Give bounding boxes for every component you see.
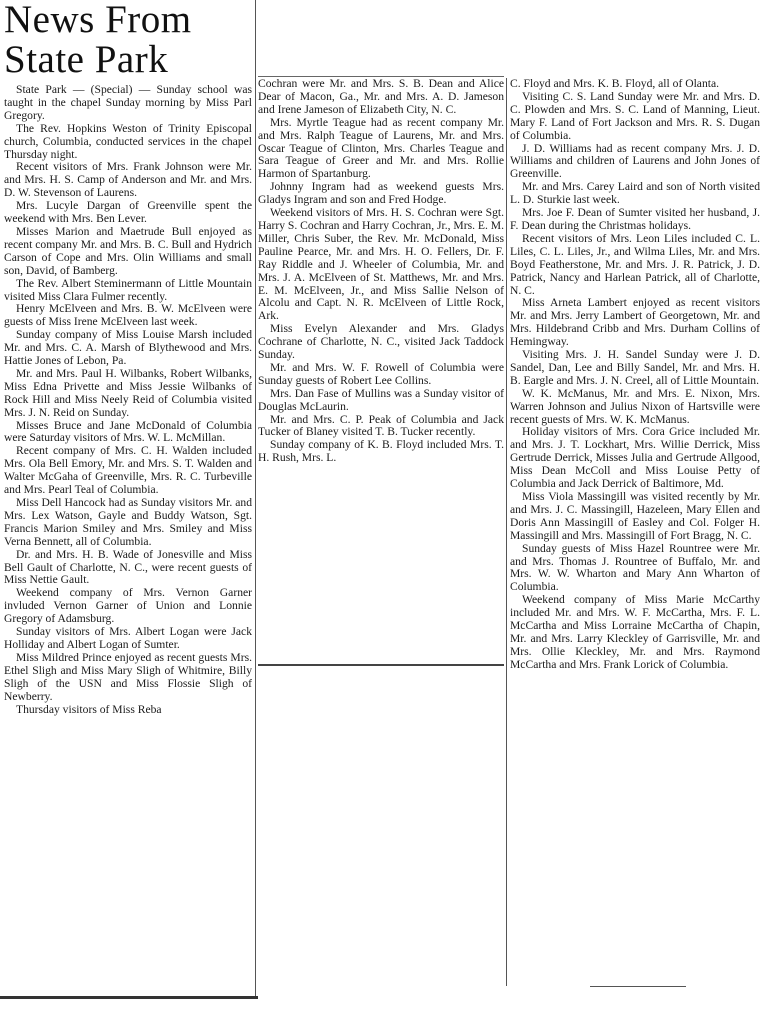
headline: News From State Park	[4, 0, 192, 81]
paragraph: Sunday company of Miss Louise Marsh included Mr. and Mrs. C. A. Marsh of Blythewood and Mrs. Hattie Jones of Lebon, Pa.	[4, 328, 252, 368]
paragraph: Misses Bruce and Jane McDonald of Columbia were Saturday visitors of Mrs. W. L. McMillan.	[4, 418, 252, 445]
paragraph: Johnny Ingram had as weekend guests Mrs. Gladys Ingram and son and Fred Hodge.	[258, 180, 504, 207]
column-rule-right	[506, 78, 507, 986]
paragraph: Misses Marion and Maetrude Bull enjoyed as recent company Mr. and Mrs. B. C. Bull and Hydrich Carson of Cope and Mrs. Olin Williams and small son, David, of Bamberg.	[4, 224, 252, 277]
paragraph: Recent visitors of Mrs. Leon Liles included C. L. Liles, C. L. Liles, Jr., and Wilma Liles, Mr. and Mrs. Boyd Featherstone, Mr. and Mrs. J. R. Patrick, J. D. Patrick, Nancy and Harlean Patrick, all of Charlotte, N. C.	[510, 231, 760, 297]
paragraph: J. D. Williams had as recent company Mrs. J. D. Williams and children of Laurens and John Jones of Greenville.	[510, 141, 760, 181]
paragraph: Cochran were Mr. and Mrs. S. B. Dean and Alice Dear of Macon, Ga., Mr. and Mrs. A. D. Jameson and Irene Jameson of Elizabeth City, N. C.	[258, 78, 504, 116]
paragraph: Recent visitors of Mrs. Frank Johnson were Mr. and Mrs. H. S. Camp of Anderson and Mr. and Mrs. D. W. Stevenson of Laurens.	[4, 160, 252, 200]
paragraph: Mrs. Dan Fase of Mullins was a Sunday visitor of Douglas McLaurin.	[258, 386, 504, 413]
column-top-rule	[258, 76, 504, 77]
paragraph: Mr. and Mrs. Paul H. Wilbanks, Robert Wilbanks, Miss Edna Privette and Miss Jessie Wilbanks of Rock Hill and Miss Neely Reid of Columbia visited Mrs. J. N. Reid on Sunday.	[4, 366, 252, 419]
paragraph: Miss Dell Hancock had as Sunday visitors Mr. and Mrs. Lex Watson, Gayle and Buddy Watson, Sgt. Francis Marion Smiley and Mrs. Smiley and Miss Verna Bennett, all of Columbia.	[4, 496, 252, 548]
paragraph: Mrs. Lucyle Dargan of Greenville spent the weekend with Mrs. Ben Lever.	[4, 199, 252, 226]
paragraph: Sunday company of K. B. Floyd included Mrs. T. H. Rush, Mrs. L.	[258, 438, 504, 465]
paragraph: State Park — (Special) — Sunday school was taught in the chapel Sunday morning by Miss Parl Gregory.	[4, 83, 252, 122]
paragraph: Mr. and Mrs. C. P. Peak of Columbia and Jack Tucker of Blaney visited T. B. Tucker recently.	[258, 412, 504, 439]
paragraph: Thursday visitors of Miss Reba	[16, 702, 162, 716]
paragraph: Mr. and Mrs. Carey Laird and son of North visited L. D. Sturkie last week.	[510, 180, 760, 207]
column-rule-left	[255, 0, 256, 996]
paragraph: Holiday visitors of Mrs. Cora Grice included Mr. and Mrs. J. T. Lockhart, Mrs. Willie Derrick, Miss Gertrude Derrick, Misses Julia and Gertrude Allgood, Miss Dean McColl and Miss Louise Petty of Columbia and Jack Derrick of Baltimore, Md.	[510, 425, 760, 491]
paragraph: Henry McElveen and Mrs. B. W. McElveen were guests of Miss Irene McElveen last week.	[4, 302, 252, 329]
paragraph: Mr. and Mrs. W. F. Rowell of Columbia were Sunday guests of Robert Lee Collins.	[258, 360, 504, 387]
paragraph: Mrs. Joe F. Dean of Sumter visited her husband, J. F. Dean during the Christmas holidays.	[510, 206, 760, 232]
paragraph: Mrs. Myrtle Teague had as recent company Mr. and Mrs. Ralph Teague of Laurens, Mr. and Mrs. Oscar Teague of Clinton, Mrs. Charles Teague and Sara Teague of Greer and Mr. and Mrs. Rollie Harmon of Spartanburg.	[258, 115, 504, 181]
column-2	[258, 78, 504, 658]
paragraph: Weekend visitors of Mrs. H. S. Cochran were Sgt. Harry S. Cochran and Harry Cochran, Jr., Mrs. E. M. Miller, Chris Suber, the Rev. Mr. McDonald, Miss Pauline Pearce, Mr. and Mrs. H. O. Fellers, Dr. F. Ray Riddle and J. Wheeler of Columbia, Mr. and Mrs. J. A. McElveen of St. Matthews, Mr. and Mrs. E. M. McElveen, Jr., and Miss Sallie Nelson of Alcolu and Capt. N. R. McElveen of Little Rock, Ark.	[258, 206, 504, 323]
paragraph: Miss Mildred Prince enjoyed as recent guests Mrs. Ethel Sligh and Miss Mary Sligh of Whitmire, Billy Sligh of the USN and Miss Flossie Sligh of Newberry.	[4, 650, 252, 703]
paragraph: Weekend company of Mrs. Vernon Garner invluded Vernon Garner of Union and Lonnie Gregory of Adamsburg.	[4, 586, 252, 626]
paragraph: C. Floyd and Mrs. K. B. Floyd, all of Olanta.	[510, 78, 720, 90]
paragraph: Recent company of Mrs. C. H. Walden included Mrs. Ola Bell Emory, Mr. and Mrs. S. T. Walden and Walter McGaha of Greenville, Mrs. R. C. Turbeville and Mrs. Pearl Teal of Columbia.	[4, 444, 252, 497]
paragraph: Sunday visitors of Mrs. Albert Logan were Jack Holliday and Albert Logan of Sumter.	[4, 625, 252, 651]
paragraph: Miss Arneta Lambert enjoyed as recent visitors Mr. and Mrs. Jerry Lambert of Georgetown, Mr. and Mrs. Hildebrand Cribb and Mrs. Durham Collins of Hemingway.	[510, 296, 760, 349]
paragraph: Miss Evelyn Alexander and Mrs. Gladys Cochrane of Charlotte, N. C., visited Jack Taddock Sunday.	[258, 322, 504, 362]
paragraph: Dr. and Mrs. H. B. Wade of Jonesville and Miss Bell Gault of Charlotte, N. C., were recent guests of Miss Nettie Gault.	[4, 547, 252, 587]
column-3	[510, 78, 760, 988]
article-end-rule-middle	[258, 664, 504, 666]
paragraph: Miss Viola Massingill was visited recently by Mr. and Mrs. J. C. Massingill, Hazeleen, Mary Ellen and Doris Ann Massingill of Easley and Col. Folger H. Massingill and Mrs. Massingill of Fort Bragg, N. C.	[510, 490, 760, 542]
paragraph: W. K. McManus, Mr. and Mrs. E. Nixon, Mrs. Warren Johnson and Julius Nixon of Hartsville were recent guests of Mrs. W. K. McManus.	[510, 386, 760, 426]
paragraph: Visiting C. S. Land Sunday were Mr. and Mrs. D. C. Plowden and Mrs. S. C. Land of Manning, Lieut. Mary F. Land of Fort Jackson and Mrs. R. S. Dugan of Columbia.	[510, 89, 760, 142]
paragraph: Weekend company of Miss Marie McCarthy included Mr. and Mrs. W. F. McCartha, Mrs. F. L. McCartha and Miss Lorraine McCartha of Chapin, Mr. and Mrs. Larry Kleckley of Garrisville, Mr. and Mrs. Ollie Kleckley, Mr. and Mrs. Raymond McCartha and Mrs. Frank Lorick of Columbia.	[510, 593, 760, 671]
paragraph: Sunday guests of Miss Hazel Rountree were Mr. and Mrs. Thomas J. Rountree of Buffalo, Mr. and Mrs. W. W. Wharton and Mary Ann Wharton of Columbia.	[510, 541, 760, 594]
paragraph: The Rev. Albert Steminermann of Little Mountain visited Miss Clara Fulmer recently.	[4, 276, 252, 303]
paragraph: The Rev. Hopkins Weston of Trinity Episcopal church, Columbia, conducted services in the chapel Thursday night.	[4, 121, 252, 161]
column-1	[4, 0, 252, 998]
paragraph: Visiting Mrs. J. H. Sandel Sunday were J. D. Sandel, Dan, Lee and Billy Sandel, Mr. and Mrs. H. B. Eargle and Mrs. J. N. Creel, all of Little Mountain.	[510, 348, 760, 387]
